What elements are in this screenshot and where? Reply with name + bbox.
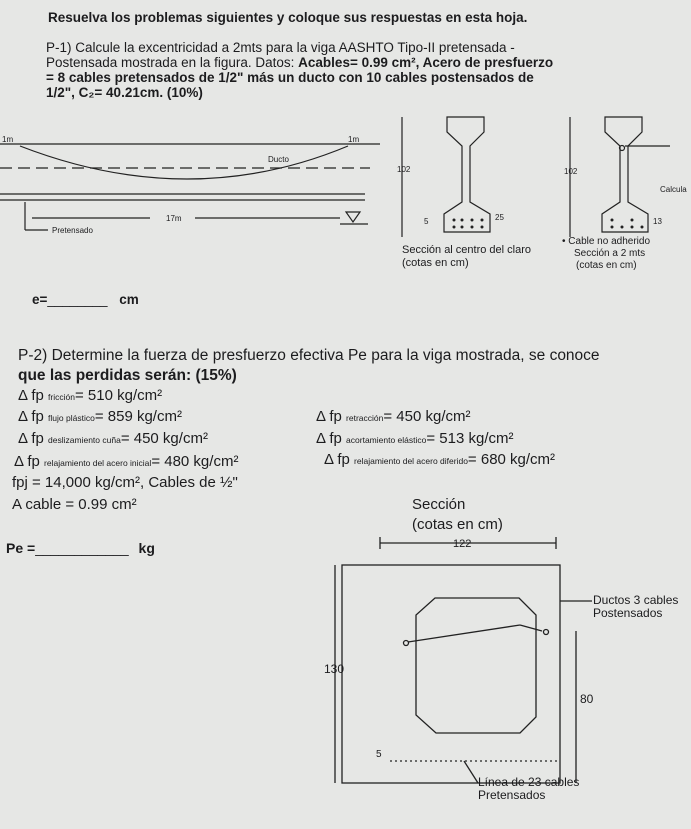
box-section-title [412,495,503,535]
loss-retraccion [316,408,471,425]
loss-name: fricción [48,392,75,402]
center-side-label: 5 [424,217,429,226]
p1-line-2-data: Acables= 0.99 cm², Acero de presfuerzo [298,55,554,70]
p2-fpj: fpj = 14,000 kg/cm², Cables de ½" [12,474,238,491]
delta-fp-symbol: Δ fp [18,408,44,425]
delta-fp-symbol: Δ fp [18,430,44,447]
twom-section-note [562,236,650,272]
loss-deslizamiento-cuna [18,430,208,447]
p1-line-3: = 8 cables pretensados de 1/2" más un ducto con 10 cables postensados de [46,70,534,85]
beam-pretensado-label: Pretensado [52,226,93,235]
center-caption-line1: Sección al centro del claro [402,244,532,256]
loss-value: = 480 kg/cm² [151,453,239,470]
box-right-label: 80 [580,692,594,706]
center-section-caption [402,244,531,270]
loss-relajamiento-diferido [324,451,555,468]
p1-line-1: P-1) Calcule la excentricidad a 2mts para la viga AASHTO Tipo-II pretensada - [46,40,515,55]
p1-line-2-text: Postensada mostrada en la figura. Datos: [46,55,295,70]
loss-name: retracción [346,413,384,423]
cable-line-label-line2: Pretensados [478,788,546,802]
center-bottom-label: 25 [495,213,504,222]
loss-value: = 510 kg/cm² [74,387,163,404]
loss-acortamiento-elastico [316,430,514,447]
p1-answer-label: e= [32,292,48,307]
twom-bottom-label: 13 [653,217,662,226]
delta-fp-symbol: Δ fp [324,451,350,468]
delta-fp-symbol: Δ fp [14,453,40,470]
twom-note-line1: • Cable no adherido [562,236,651,247]
loss-name: relajamiento del acero diferido [354,456,468,466]
loss-value: = 450 kg/cm² [120,430,208,447]
twom-calc-label: Calcula [660,185,687,194]
box-height-label: 130 [324,662,345,676]
loss-relajamiento-inicial [14,453,238,470]
delta-fp-symbol: Δ fp [316,430,342,447]
p1-answer-blank[interactable]: ________ [47,292,108,307]
loss-name: deslizamiento cuña [48,435,121,445]
ducts-label-line2: Postensados [593,606,663,620]
beam-elevation-diagram [0,132,385,242]
twom-height-label: 102 [564,167,578,176]
center-caption-line2: (cotas en cm) [402,257,469,269]
loss-name: relajamiento del acero inicial [44,458,152,468]
aashto-section-2m-diagram [560,112,691,242]
p2-answer-unit: kg [138,540,155,556]
loss-flujo-plastico [18,408,182,425]
delta-fp-symbol: Δ fp [18,387,44,404]
p2-answer-row [6,540,155,556]
twom-note-line2: Sección a 2 mts [574,248,646,259]
p2-line-2: que las perdidas serán: (15%) [18,367,237,384]
loss-friccion [18,387,162,404]
loss-name: flujo plástico [48,413,95,423]
loss-value: = 513 kg/cm² [426,430,514,447]
box-ducts-label [593,594,678,620]
p2-answer-blank[interactable]: ____________ [35,540,129,556]
beam-span-label: 17m [166,214,182,223]
instructions-heading: Resuelva los problemas siguientes y coloque sus respuestas en esta hoja. [48,10,528,25]
loss-value: = 859 kg/cm² [94,408,182,425]
p1-line-4: 1/2", C₂= 40.21cm. (10%) [46,85,203,100]
box-cable-line-label [478,776,579,802]
center-height-label: 102 [397,165,411,174]
p1-line-2 [46,55,553,70]
p2-line-1: P-2) Determine la fuerza de presfuerzo efectiva Pe para la viga mostrada, se conoce [18,347,600,364]
p2-answer-label: Pe = [6,540,36,556]
box-width-label: 122 [453,538,472,550]
twom-note-line3: (cotas en cm) [576,260,637,271]
loss-value: = 450 kg/cm² [383,408,471,425]
problem-2-statement [18,346,600,386]
box-bottom-label: 5 [376,749,382,760]
beam-dim-left: 1m [2,135,14,144]
box-title-line2: (cotas en cm) [412,516,503,533]
p1-answer-unit: cm [119,292,139,307]
loss-name: acortamiento elástico [346,435,427,445]
p1-answer-row [32,292,139,307]
aashto-section-center-diagram [392,112,517,242]
delta-fp-symbol: Δ fp [316,408,342,425]
box-title-line1: Sección [412,496,466,513]
beam-duct-label: Ducto [268,155,289,164]
p2-acable: A cable = 0.99 cm² [12,496,137,513]
beam-dim-right: 1m [348,135,360,144]
cable-line-label-line1: Línea de 23 cables [478,775,580,789]
ducts-label-line1: Ductos 3 cables [593,593,679,607]
loss-value: = 680 kg/cm² [467,451,556,468]
problem-1-statement [46,40,553,100]
